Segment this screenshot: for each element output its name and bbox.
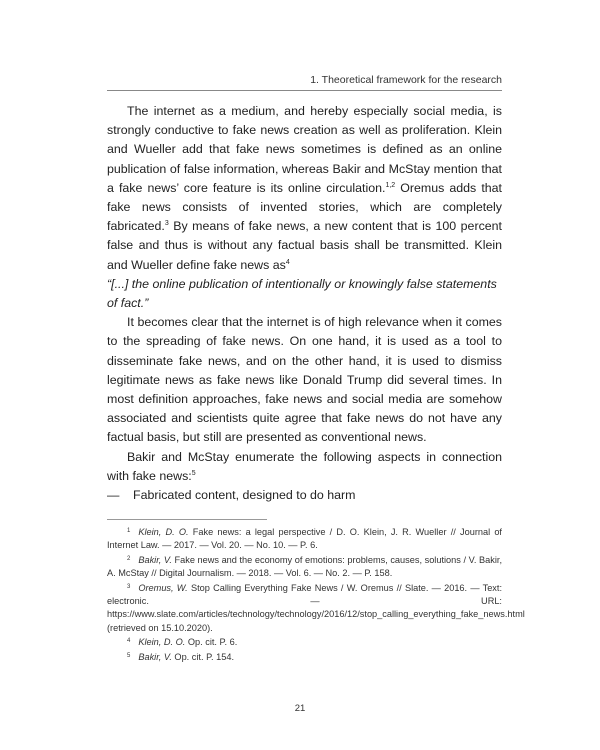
running-header: 1. Theoretical framework for the research [310,74,502,86]
footnote-divider [107,519,267,520]
paragraph-2: It becomes clear that the internet is of high relevance when it comes to the spreading of fake news. On one hand, it is used as a tool to disseminate fake news, and on the other hand, it is used to dismiss legitimate news as fake news like Donald Trump did several times. In most definition approaches, fake news and social media are somehow associated and scientists quite agree that fake news do not have any factual basis, but still are presented as conventional news. [107,315,502,445]
body-text [107,102,502,505]
paragraph-1: The internet as a medium, and hereby especially social media, is strongly conductive to fake news creation as well as proliferation. Klein and Wueller add that fake news sometimes is defined as an online publication of false information, whereas Bakir and McStay mention that a fake news’ core feature is its online circulation.$^{1,2}$ Oremus adds that fake news consists of invented stories, which are completely fabricated.$^3$ By means of fake news, a new content that is 100 percent false and thus is without any factual basis shall be transmitted. Klein and Wueller define fake news $as^4$ [107,104,502,272]
page-number: 21 [294,703,306,714]
footnote: $^4$ Klein, D. O. Op. cit. P. 6. [127,637,238,648]
list-dash: — [107,488,120,503]
footnote: $^5$ Bakir, V. Op. cit. P. 154. [127,651,235,662]
block-quote: “[...] the online publication of intentionally or knowingly false statements of fact.” [107,276,497,311]
header-divider [107,90,502,91]
footnote-ref: 1,2 [385,181,396,189]
footnote: $^2$ Bakir, V. Fake news and the economy of emotions: problems, causes, solutions / V. Bakir, A. McStay // Digital Journalism. — 2018. — Vol. 6. — No. 2. — P. 158. [107,554,503,579]
list-item [107,486,502,505]
footnote: $^3$ Oremus, W. Stop Calling Everything Fake News / W. Oremus // Slate. — 2016. — Text: electronic. — URL: https://www.slate.com/articles/technology/technology/2016/12/stop_calling_everything_fake_news.html (retrieved on 15.10.2020). [107,582,525,633]
paragraph-3: Bakir and McStay enumerate the following aspects in connection with fake news:$^5$ [107,449,502,483]
footnotes [107,525,525,664]
footnote-ref: 4 [285,258,290,266]
footnote: $^1$ Klein, D. O. Fake news: a legal perspective / D. O. Klein, J. R. Wueller // Journal of Internet Law. — 2017. — Vol. 20. — No. 10. — P. 6. [107,527,502,551]
footnote-ref: 5 [191,469,196,477]
footnote-ref: 3 [164,220,169,228]
list-item-text: Fabricated content, designed to do harm [133,488,356,503]
